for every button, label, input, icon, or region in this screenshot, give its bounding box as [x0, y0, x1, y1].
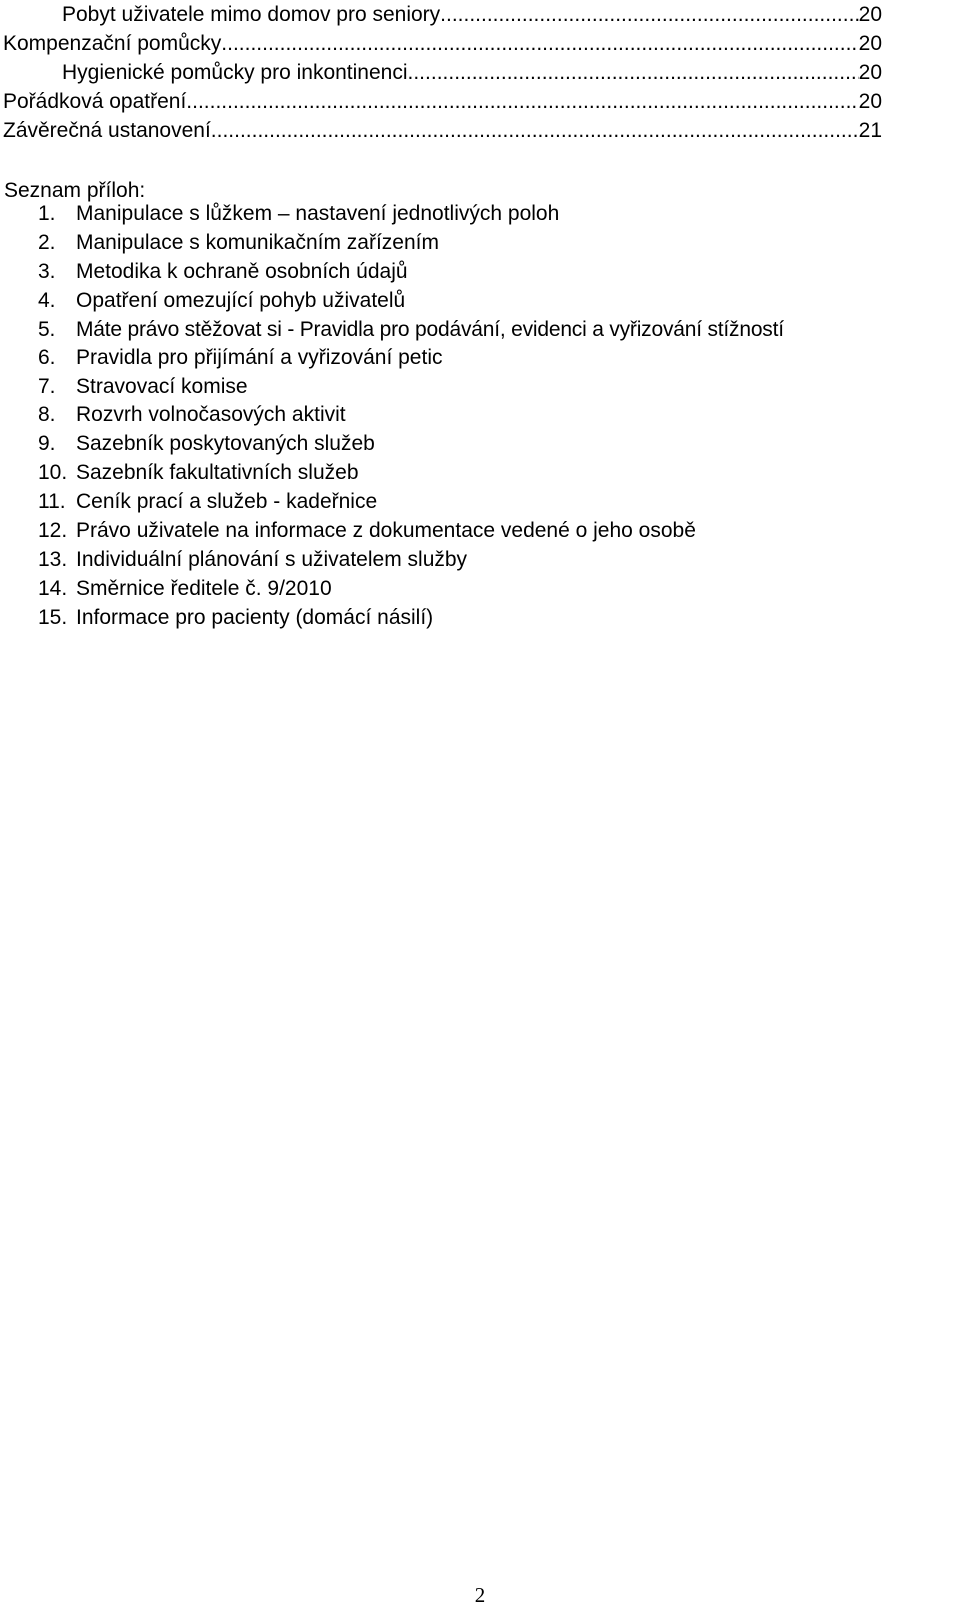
attachments-heading: Seznam příloh:	[4, 179, 146, 202]
toc-entry-title: Hygienické pomůcky pro inkontinenci	[62, 61, 408, 84]
list-item-text: Stravovací komise	[76, 375, 248, 398]
list-item-number: 11.	[38, 490, 66, 513]
list-item-number: 6.	[38, 346, 56, 369]
list-item-number: 4.	[38, 289, 56, 312]
list-item-number: 5.	[38, 318, 56, 341]
list-item-text: Rozvrh volnočasových aktivit	[76, 403, 346, 426]
toc-entry	[3, 87, 882, 116]
list-item-text: Máte právo stěžovat si - Pravidla pro podávání, evidenci a vyřizování stížností	[76, 318, 784, 341]
toc-entry	[3, 29, 882, 58]
list-item-number: 9.	[38, 432, 56, 455]
list-item-number: 10.	[38, 461, 68, 484]
list-item	[38, 199, 559, 228]
toc-entry-page: 20	[858, 3, 882, 26]
toc-dot-leader	[440, 0, 858, 29]
list-item-number: 12.	[38, 519, 68, 542]
list-item	[38, 429, 375, 458]
toc-dot-leader	[408, 58, 859, 87]
list-item-number: 14.	[38, 577, 68, 600]
list-item	[38, 516, 696, 545]
list-item-text: Sazebník fakultativních služeb	[76, 461, 359, 484]
toc-entry-page: 21	[858, 119, 882, 142]
list-item	[38, 315, 784, 344]
list-item-number: 15.	[38, 606, 68, 629]
list-item	[38, 228, 439, 257]
list-item	[38, 343, 443, 372]
list-item-text: Manipulace s komunikačním zařízením	[76, 231, 439, 254]
list-item-text: Ceník prací a služeb - kadeřnice	[76, 490, 378, 513]
list-item-text: Právo uživatele na informace z dokumentace vedené o jeho osobě	[76, 519, 696, 542]
toc-dot-leader	[211, 116, 859, 145]
list-item-text: Manipulace s lůžkem – nastavení jednotlivých poloh	[76, 202, 560, 225]
toc-entry	[62, 0, 882, 29]
list-item	[38, 603, 433, 632]
list-item-text: Pravidla pro přijímání a vyřizování petic	[76, 346, 443, 369]
toc-entry-title: Kompenzační pomůcky	[3, 32, 222, 55]
list-item-text: Metodika k ochraně osobních údajů	[76, 260, 408, 283]
list-item-number: 7.	[38, 375, 56, 398]
list-item	[38, 400, 346, 429]
toc-dot-leader	[221, 29, 858, 58]
toc-entry	[3, 116, 882, 145]
toc-entry	[62, 58, 882, 87]
list-item-number: 13.	[38, 548, 68, 571]
list-item	[38, 574, 332, 603]
list-item-number: 1.	[38, 202, 56, 225]
list-item-number: 8.	[38, 403, 56, 426]
toc-entry-page: 20	[858, 90, 882, 113]
toc-entry-page: 20	[858, 32, 882, 55]
toc-entry-title: Pobyt uživatele mimo domov pro seniory	[62, 3, 441, 26]
toc-entry-title: Pořádková opatření	[3, 90, 187, 113]
list-item	[38, 458, 359, 487]
list-item	[38, 487, 377, 516]
list-item-number: 3.	[38, 260, 56, 283]
toc-entry-title: Závěrečná ustanovení	[3, 119, 211, 142]
list-item-text: Individuální plánování s uživatelem služby	[76, 548, 468, 571]
toc-dot-leader	[186, 87, 858, 116]
list-item-number: 2.	[38, 231, 56, 254]
list-item	[38, 545, 467, 574]
list-item	[38, 372, 248, 401]
list-item-text: Směrnice ředitele č. 9/2010	[76, 577, 332, 600]
list-item	[38, 257, 408, 286]
list-item-text: Opatření omezující pohyb uživatelů	[76, 289, 406, 312]
toc-entry-page: 20	[858, 61, 882, 84]
list-item	[38, 286, 405, 315]
list-item-text: Sazebník poskytovaných služeb	[76, 432, 375, 455]
page-number: 2	[474, 1583, 486, 1607]
list-item-text: Informace pro pacienty (domácí násilí)	[76, 606, 434, 629]
